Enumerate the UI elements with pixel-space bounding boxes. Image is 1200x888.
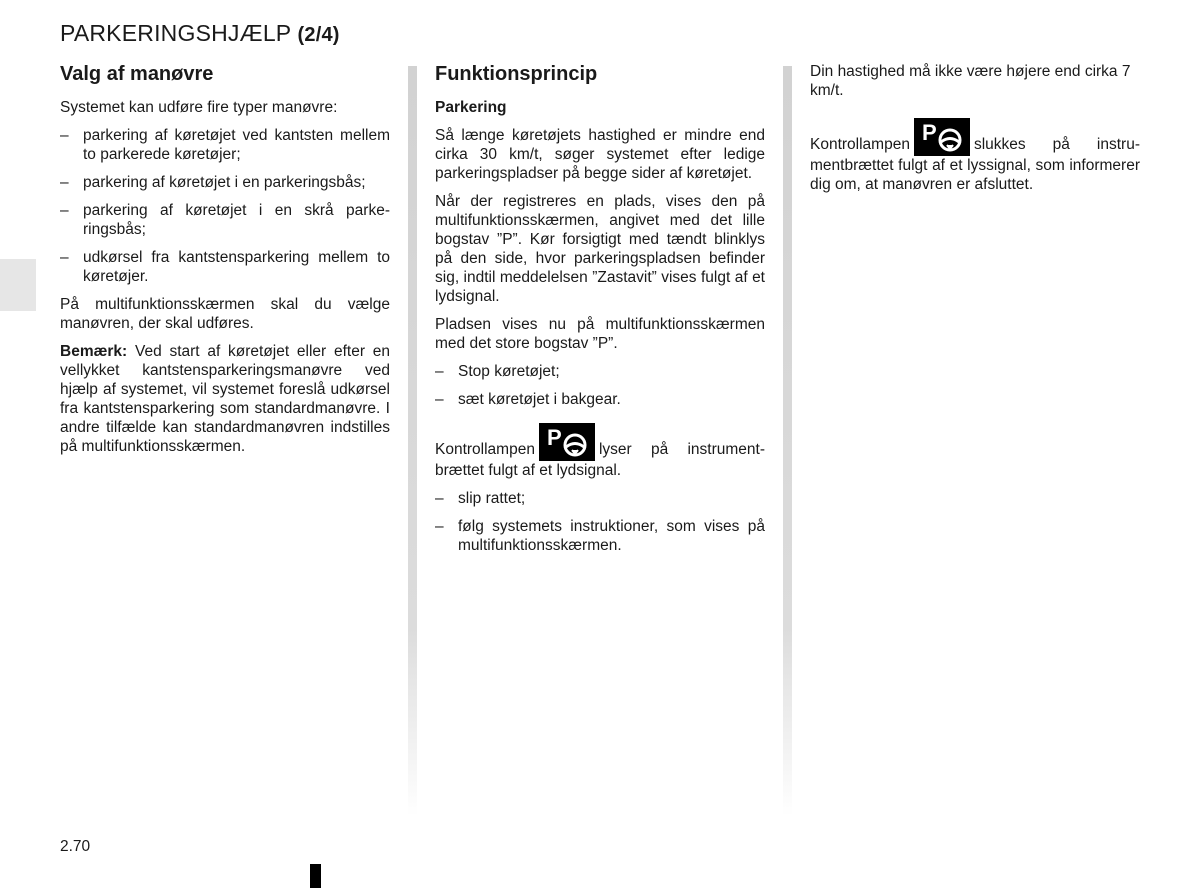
- page-title-text: PARKERINGSHJÆLP: [60, 20, 291, 46]
- lamp-off-paragraph: [810, 118, 1140, 194]
- page-indicator: (2/4): [297, 24, 340, 46]
- svg-text:P: P: [546, 425, 562, 450]
- section-heading-principle: Funktionsprincip: [435, 63, 598, 85]
- column-continuation: [810, 62, 1140, 203]
- paragraph-space-detected: Når der registreres en plads, vises den på multifunktionsskærmen, angivet med det lille bogstav ”P”. Kør forsigtigt med tændt blinklys på den side, hvor parkeringspladsen befinder sig, indtil meddelelsen ”Zastavit” vises fulgt af et lydsignal.: [435, 193, 765, 305]
- chapter-tab: [0, 259, 36, 311]
- parking-assist-lamp-icon: [539, 423, 595, 461]
- paragraph-space-shown: Pladsen vises nu på multifunktionsskærmen med det store bogstav ”P”.: [435, 316, 765, 352]
- lamp-text-before: Kontrollampen: [810, 136, 910, 153]
- instruction-list-a: [435, 362, 765, 409]
- column-divider-right: [783, 66, 792, 816]
- column-divider-left: [408, 66, 417, 816]
- page-number: 2.70: [60, 838, 91, 855]
- svg-text:P: P: [921, 120, 937, 145]
- paragraph-max-speed: Din hastighed må ikke være højere end cirka 7 km/t.: [810, 63, 1131, 99]
- list-item: – Stop køretøjet;: [435, 362, 765, 381]
- list-item: – parkering af køretøjet ved kantsten mellem to parkerede køretøjer;: [60, 126, 390, 164]
- subheading-parking: Parkering: [435, 99, 507, 116]
- column-manoeuvre-selection: [60, 62, 390, 465]
- lamp-text-after: slukkes på instrumentbrættet fulgt af et lyssignal, som informerer dig om, at manøvren er afsluttet.: [810, 136, 1140, 193]
- selection-paragraph: På multifunktionsskærmen skal du vælge manøvren, der skal udføres.: [60, 296, 390, 332]
- list-item: – slip rattet;: [435, 489, 765, 508]
- lamp-on-paragraph: [435, 423, 765, 480]
- section-heading-manoeuvre: Valg af manøvre: [60, 63, 214, 85]
- instruction-list-b: [435, 489, 765, 555]
- column-operating-principle: [435, 62, 765, 564]
- lamp-text-after: lyser på instrumentbrættet fulgt af et lydsignal.: [435, 441, 765, 479]
- paragraph-speed-search: Så længe køretøjets hastighed er mindre end cirka 30 km/t, søger systemet efter ledige parkeringspladser på begge sider af køretøjet.: [435, 127, 765, 182]
- parking-assist-lamp-icon: [914, 118, 970, 156]
- page-title: [60, 20, 340, 47]
- list-item: – følg systemets instruktioner, som vises på multifunktionsskærmen.: [435, 517, 765, 555]
- intro-text: Systemet kan udføre fire typer manøvre:: [60, 99, 338, 116]
- note-text: Ved start af køretøjet eller efter en vellykket kantstensparkeringsmanøvre ved hjælp af systemet, vil systemet foreslå udkørsel fra kantstensparkering som standardmanøvre. I andre tilfælde kan standardmanøvren indstilles på multifunktionsskærmen.: [60, 343, 390, 455]
- note-paragraph: [60, 342, 390, 456]
- list-item: – sæt køretøjet i bakgear.: [435, 390, 765, 409]
- list-item: – udkørsel fra kantstensparkering mellem to køretøjer.: [60, 248, 390, 286]
- list-item: – parkering af køretøjet i en skrå parkeringsbås;: [60, 201, 390, 239]
- print-registration-mark: [310, 864, 321, 888]
- lamp-text-before: Kontrollampen: [435, 441, 535, 458]
- list-item: – parkering af køretøjet i en parkeringsbås;: [60, 173, 390, 192]
- note-label: Bemærk:: [60, 343, 128, 360]
- manoeuvre-list: [60, 126, 390, 286]
